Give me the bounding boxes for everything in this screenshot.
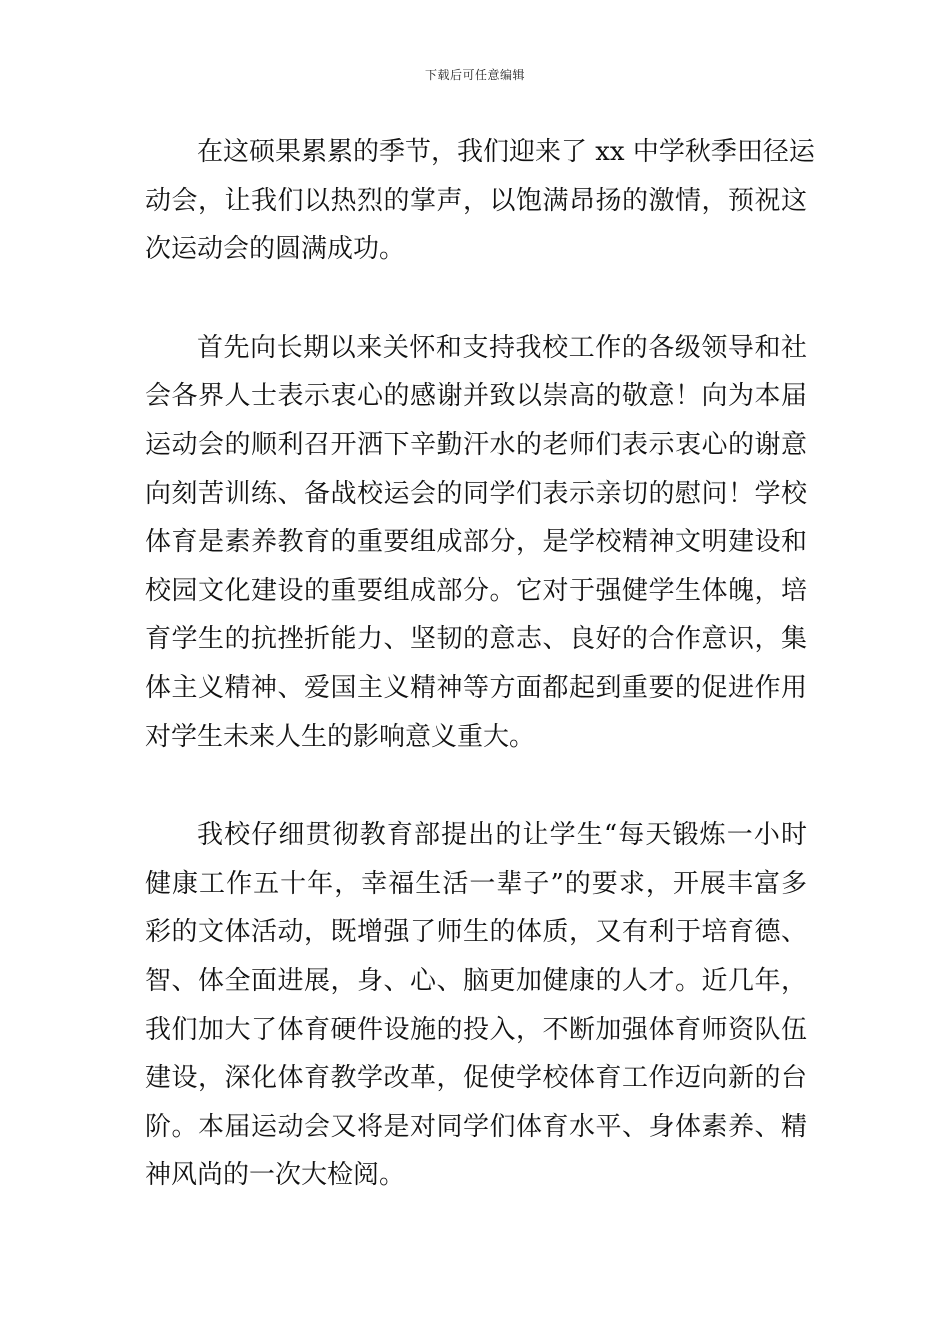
paragraph-line: 建设，深化体育教学改革，促使学校体育工作迈向新的台	[145, 1063, 807, 1094]
paragraph-line: 体育是素养教育的重要组成部分，是学校精神文明建设和	[145, 527, 807, 558]
document-body	[145, 128, 815, 1250]
paragraph-line: 神风尚的一次大检阅。	[145, 1160, 406, 1191]
paragraph-line: 我们加大了体育硬件设施的投入，不断加强体育师资队伍	[145, 1014, 807, 1045]
paragraph-2	[145, 324, 807, 761]
paragraph-line: 会各界人士表示衷心的感谢并致以崇高的敬意！向为本届	[145, 381, 807, 412]
paragraph-line: 体主义精神、爱国主义精神等方面都起到重要的促进作用	[145, 672, 807, 703]
paragraph-line: 对学生未来人生的影响意义重大。	[145, 721, 536, 752]
paragraph-line: 智、体全面进展，身、心、脑更加健康的人才。近几年，	[145, 965, 807, 996]
paragraph-line: 向刻苦训练、备战校运会的同学们表示亲切的慰问！学校	[145, 478, 807, 509]
paragraph-line: 彩的文体活动，既增强了师生的体质，又有利于培育德、	[145, 917, 807, 948]
paragraph-line: 阶。本届运动会又将是对同学们体育水平、身体素养、精	[145, 1111, 807, 1142]
paragraph-line: 在这硕果累累的季节，我们迎来了 xx 中学秋季田径运	[197, 137, 815, 167]
header-note: 下载后可任意编辑	[424, 68, 525, 82]
paragraph-line: 次运动会的圆满成功。	[145, 234, 406, 265]
paragraph-1	[145, 128, 815, 274]
paragraph-line: 我校仔细贯彻教育部提出的让学生“每天锻炼一小时	[197, 820, 807, 851]
paragraph-line: 育学生的抗挫折能力、坚韧的意志、良好的合作意识，集	[145, 624, 807, 655]
paragraph-line: 运动会的顺利召开洒下辛勤汗水的老师们表示衷心的谢意	[145, 429, 807, 460]
paragraph-3	[145, 811, 807, 1200]
paragraph-line: 首先向长期以来关怀和支持我校工作的各级领导和社	[197, 332, 807, 363]
paragraph-line: 健康工作五十年，幸福生活一辈子”的要求，开展丰富多	[145, 868, 807, 899]
paragraph-line: 校园文化建设的重要组成部分。它对于强健学生体魄，培	[145, 575, 807, 606]
paragraph-line: 动会，让我们以热烈的掌声，以饱满昂扬的激情，预祝这	[145, 185, 807, 216]
